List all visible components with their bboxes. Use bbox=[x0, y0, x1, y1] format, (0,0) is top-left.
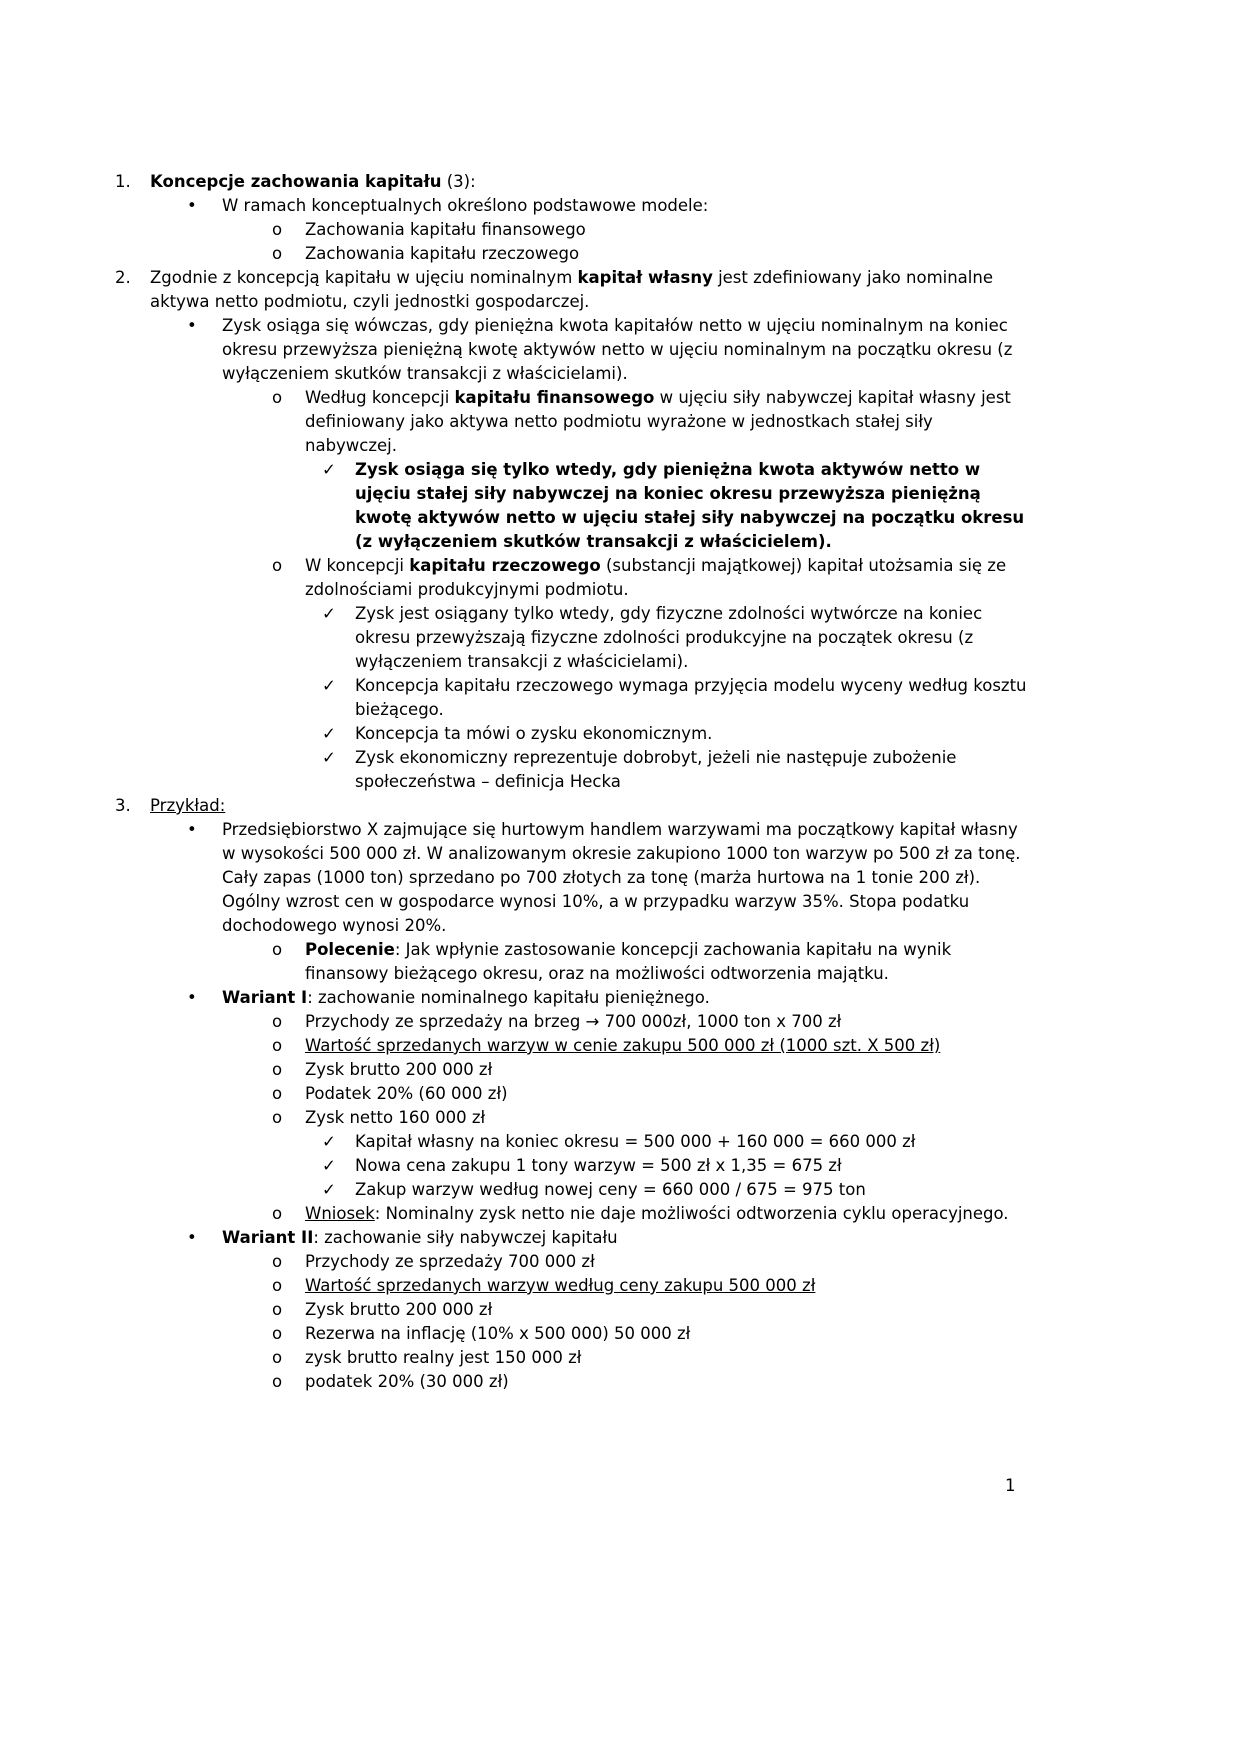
list-item-text bbox=[305, 554, 1027, 602]
circle-marker: o bbox=[272, 1372, 283, 1391]
circle-marker: o bbox=[272, 1108, 283, 1127]
text-run: Zysk brutto 200 000 zł bbox=[305, 1060, 493, 1079]
list-item bbox=[115, 938, 1027, 986]
list-item bbox=[115, 170, 1027, 194]
list-item bbox=[115, 554, 1027, 602]
list-item-text bbox=[305, 938, 1027, 986]
list-item bbox=[115, 1082, 1027, 1106]
circle-marker: o bbox=[272, 244, 283, 263]
text-run: kapitału finansowego bbox=[454, 388, 655, 407]
bullet-marker: • bbox=[187, 988, 197, 1007]
text-run: Wniosek bbox=[305, 1204, 375, 1223]
list-item-text bbox=[305, 1346, 1027, 1370]
list-item-text bbox=[222, 986, 1027, 1010]
list-item-text bbox=[355, 458, 1027, 554]
text-run: Zysk osiąga się wówczas, gdy pieniężna kwota kapitałów netto w ujęciu nominalnym na koniec okresu przewyższa pieniężną kwotę aktywów netto w ujęciu nominalnym na początku okresu (z wyłączeniem skutków transakcji z właścicielami). bbox=[222, 316, 1013, 383]
circle-marker: o bbox=[272, 1060, 283, 1079]
check-marker: ✓ bbox=[322, 604, 336, 623]
list-item bbox=[115, 1250, 1027, 1274]
check-marker: ✓ bbox=[322, 724, 336, 743]
text-run: Przykład: bbox=[150, 796, 226, 815]
text-run: jest zdefiniowany jako nominalne aktywa netto podmiotu, czyli jednostki gospodarczej. bbox=[150, 268, 993, 311]
text-run: : Nominalny zysk netto nie daje możliwości odtworzenia cyklu operacyjnego. bbox=[374, 1204, 1009, 1223]
list-item bbox=[115, 1058, 1027, 1082]
text-run: Wariant I bbox=[222, 988, 308, 1007]
list-item bbox=[115, 1226, 1027, 1250]
list-item bbox=[115, 722, 1027, 746]
text-run: Zysk ekonomiczny reprezentuje dobrobyt, jeżeli nie następuje zubożenie społeczeństwa – definicja Hecka bbox=[355, 748, 957, 791]
text-run: : zachowanie nominalnego kapitału pieniężnego. bbox=[307, 988, 710, 1007]
circle-marker: o bbox=[272, 556, 283, 575]
text-run: podatek 20% (30 000 zł) bbox=[305, 1372, 509, 1391]
list-item bbox=[115, 1370, 1027, 1394]
list-item bbox=[115, 1106, 1027, 1130]
circle-marker: o bbox=[272, 1276, 283, 1295]
list-item bbox=[115, 602, 1027, 674]
text-run: W koncepcji bbox=[305, 556, 410, 575]
list-item bbox=[115, 1010, 1027, 1034]
check-marker: ✓ bbox=[322, 1132, 336, 1151]
document-body bbox=[115, 170, 1027, 1394]
list-item-text bbox=[305, 218, 1027, 242]
text-run: kapitał własny bbox=[577, 268, 713, 287]
list-item bbox=[115, 314, 1027, 386]
list-item bbox=[115, 986, 1027, 1010]
list-item bbox=[115, 194, 1027, 218]
list-item bbox=[115, 1322, 1027, 1346]
list-item-text bbox=[355, 1178, 1027, 1202]
list-item-text bbox=[222, 194, 1027, 218]
list-item-text bbox=[222, 818, 1027, 938]
list-item bbox=[115, 242, 1027, 266]
list-item-text bbox=[305, 1250, 1027, 1274]
text-run: Wartość sprzedanych warzyw według ceny zakupu 500 000 zł bbox=[305, 1276, 816, 1295]
text-run: Przychody ze sprzedaży 700 000 zł bbox=[305, 1252, 595, 1271]
list-item bbox=[115, 458, 1027, 554]
list-item bbox=[115, 386, 1027, 458]
text-run: Kapitał własny na koniec okresu = 500 000 + 160 000 = 660 000 zł bbox=[355, 1132, 916, 1151]
list-item-text bbox=[305, 1082, 1027, 1106]
list-item-text bbox=[150, 794, 1027, 818]
list-item-text bbox=[355, 722, 1027, 746]
text-run: Polecenie bbox=[305, 940, 395, 959]
list-item-text bbox=[305, 1322, 1027, 1346]
bullet-marker: • bbox=[187, 196, 197, 215]
circle-marker: o bbox=[272, 1300, 283, 1319]
list-item-text bbox=[222, 314, 1027, 386]
list-item bbox=[115, 1274, 1027, 1298]
text-run: (3): bbox=[441, 172, 476, 191]
circle-marker: o bbox=[272, 1204, 283, 1223]
text-run: (substancji majątkowej) kapitał utożsamia się ze zdolnościami produkcyjnymi podmiotu. bbox=[305, 556, 1007, 599]
text-run: Zysk jest osiągany tylko wtedy, gdy fizyczne zdolności wytwórcze na koniec okresu przewyższają fizyczne zdolności produkcyjne na początek okresu (z wyłączeniem transakcji z właścicielami). bbox=[355, 604, 983, 671]
check-marker: ✓ bbox=[322, 460, 336, 479]
text-run: Wariant II bbox=[222, 1228, 314, 1247]
text-run: Rezerwa na inflację (10% x 500 000) 50 000 zł bbox=[305, 1324, 691, 1343]
text-run: zysk brutto realny jest 150 000 zł bbox=[305, 1348, 582, 1367]
list-item-text bbox=[355, 674, 1027, 722]
text-run: W ramach konceptualnych określono podstawowe modele: bbox=[222, 196, 709, 215]
text-run: Koncepcja ta mówi o zysku ekonomicznym. bbox=[355, 724, 713, 743]
list-item bbox=[115, 1130, 1027, 1154]
circle-marker: o bbox=[272, 388, 283, 407]
list-item-text bbox=[305, 1034, 1027, 1058]
list-item bbox=[115, 1202, 1027, 1226]
list-item-text bbox=[305, 1058, 1027, 1082]
number-marker: 3. bbox=[115, 796, 131, 815]
text-run: Podatek 20% (60 000 zł) bbox=[305, 1084, 508, 1103]
text-run: Przedsiębiorstwo X zajmujące się hurtowym handlem warzywami ma początkowy kapitał własny w wysokości 500 000 zł. W analizowanym okresie zakupiono 1000 ton warzyw po 500 zł za tonę. Cały zapas (1000 ton) sprzedano po 700 złotych za tonę (marża hurtowa na 1 tonie 200 zł). Ogólny wzrost cen w gospodarce wynosi 10%, a w przypadku warzyw 35%. Stopa podatku dochodowego wynosi 20%. bbox=[222, 820, 1021, 935]
check-marker: ✓ bbox=[322, 1180, 336, 1199]
list-item-text bbox=[355, 602, 1027, 674]
check-marker: ✓ bbox=[322, 748, 336, 767]
number-marker: 1. bbox=[115, 172, 131, 191]
list-item bbox=[115, 1154, 1027, 1178]
text-run: Zysk brutto 200 000 zł bbox=[305, 1300, 493, 1319]
text-run: Zachowania kapitału finansowego bbox=[305, 220, 586, 239]
list-item bbox=[115, 674, 1027, 722]
list-item-text bbox=[355, 1154, 1027, 1178]
list-item-text bbox=[150, 266, 1027, 314]
circle-marker: o bbox=[272, 1036, 283, 1055]
bullet-marker: • bbox=[187, 316, 197, 335]
list-item bbox=[115, 818, 1027, 938]
text-run: Zysk osiąga się tylko wtedy, gdy pieniężna kwota aktywów netto w ujęciu stałej siły nabywczej na koniec okresu przewyższa pieniężną kwotę aktywów netto w ujęciu stałej siły nabywczej na początku okresu (z wyłączeniem skutków transakcji z właścicielem). bbox=[355, 460, 1025, 551]
list-item-text bbox=[305, 1010, 1027, 1034]
bullet-marker: • bbox=[187, 820, 197, 839]
list-item bbox=[115, 746, 1027, 794]
list-item-text bbox=[305, 386, 1027, 458]
list-item bbox=[115, 794, 1027, 818]
list-item-text bbox=[305, 1370, 1027, 1394]
list-item bbox=[115, 1034, 1027, 1058]
circle-marker: o bbox=[272, 1252, 283, 1271]
circle-marker: o bbox=[272, 220, 283, 239]
text-run: : zachowanie siły nabywczej kapitału bbox=[313, 1228, 618, 1247]
circle-marker: o bbox=[272, 1324, 283, 1343]
text-run: Wartość sprzedanych warzyw w cenie zakupu 500 000 zł (1000 szt. X 500 zł) bbox=[305, 1036, 941, 1055]
circle-marker: o bbox=[272, 1348, 283, 1367]
list-item bbox=[115, 1298, 1027, 1322]
text-run: Zgodnie z koncepcją kapitału w ujęciu nominalnym bbox=[150, 268, 578, 287]
text-run: Koncepcja kapitału rzeczowego wymaga przyjęcia modelu wyceny według kosztu bieżącego. bbox=[355, 676, 1027, 719]
text-run: Według koncepcji bbox=[305, 388, 455, 407]
list-item-text bbox=[305, 1106, 1027, 1130]
circle-marker: o bbox=[272, 1012, 283, 1031]
text-run: : Jak wpłynie zastosowanie koncepcji zachowania kapitału na wynik finansowy bieżącego okresu, oraz na możliwości odtworzenia majątku. bbox=[305, 940, 952, 983]
text-run: Zakup warzyw według nowej ceny = 660 000 / 675 = 975 ton bbox=[355, 1180, 866, 1199]
list-item-text bbox=[305, 242, 1027, 266]
check-marker: ✓ bbox=[322, 676, 336, 695]
list-item-text bbox=[305, 1202, 1027, 1226]
list-item bbox=[115, 1178, 1027, 1202]
list-item-text bbox=[222, 1226, 1027, 1250]
text-run: Koncepcje zachowania kapitału bbox=[150, 172, 442, 191]
circle-marker: o bbox=[272, 940, 283, 959]
check-marker: ✓ bbox=[322, 1156, 336, 1175]
list-item-text bbox=[355, 1130, 1027, 1154]
text-run: kapitału rzeczowego bbox=[409, 556, 601, 575]
number-marker: 2. bbox=[115, 268, 131, 287]
list-item-text bbox=[305, 1274, 1027, 1298]
text-run: w ujęciu siły nabywczej kapitał własny jest definiowany jako aktywa netto podmiotu wyrażone w jednostkach stałej siły nabywczej. bbox=[305, 388, 1011, 455]
text-run: Nowa cena zakupu 1 tony warzyw = 500 zł x 1,35 = 675 zł bbox=[355, 1156, 842, 1175]
text-run: Zysk netto 160 000 zł bbox=[305, 1108, 486, 1127]
list-item-text bbox=[355, 746, 1027, 794]
text-run: Zachowania kapitału rzeczowego bbox=[305, 244, 580, 263]
list-item-text bbox=[150, 170, 1027, 194]
list-item bbox=[115, 218, 1027, 242]
list-item bbox=[115, 1346, 1027, 1370]
list-item bbox=[115, 266, 1027, 314]
page-number: 1 bbox=[1005, 1476, 1016, 1495]
list-item-text bbox=[305, 1298, 1027, 1322]
text-run: Przychody ze sprzedaży na brzeg → 700 000zł, 1000 ton x 700 zł bbox=[305, 1012, 842, 1031]
bullet-marker: • bbox=[187, 1228, 197, 1247]
circle-marker: o bbox=[272, 1084, 283, 1103]
